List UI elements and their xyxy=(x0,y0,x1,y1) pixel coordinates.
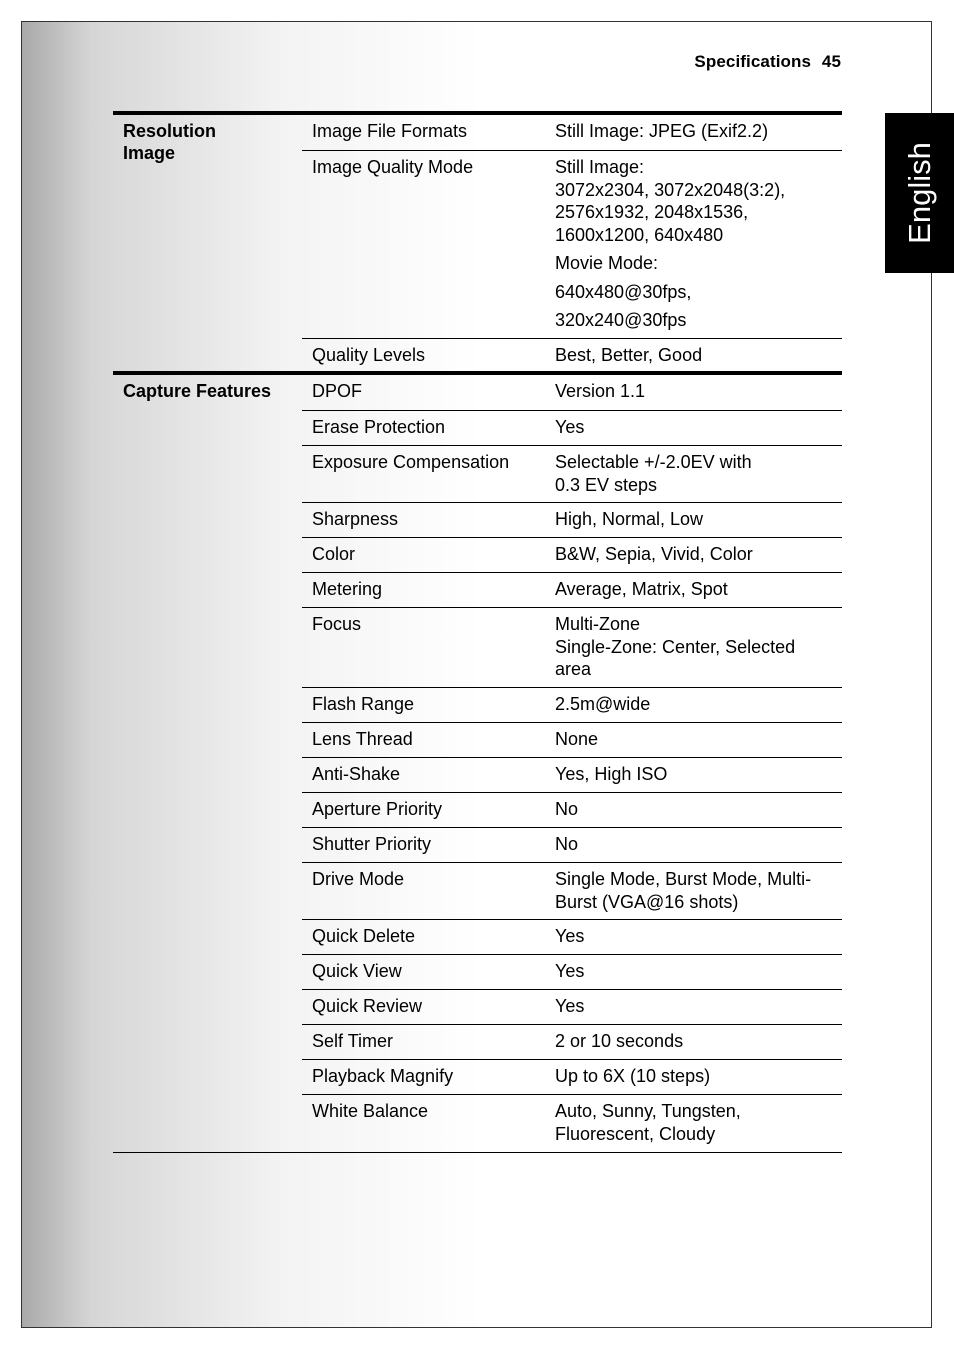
spec-value-line: Fluorescent, Cloudy xyxy=(555,1123,716,1144)
spec-row xyxy=(302,989,842,1024)
spec-value xyxy=(545,411,842,445)
spec-value-line: 2576x1932, 2048x1536, xyxy=(555,202,749,222)
spec-value-line: area xyxy=(555,659,592,679)
spec-row xyxy=(302,722,842,757)
spec-value xyxy=(545,688,842,722)
spec-row xyxy=(302,687,842,722)
spec-value-line: Selectable +/-2.0EV with xyxy=(555,452,752,472)
header-title: Specifications xyxy=(694,52,812,71)
spec-value-line: Best, Better, Good xyxy=(555,345,703,365)
spec-value-line: 640x480@30fps, xyxy=(555,281,692,302)
spec-value xyxy=(545,608,842,687)
spec-row xyxy=(302,757,842,792)
spec-row xyxy=(302,115,842,150)
spec-row xyxy=(302,410,842,445)
spec-label: Metering xyxy=(312,579,383,599)
spec-value xyxy=(545,758,842,792)
spec-row xyxy=(302,572,842,607)
spec-row xyxy=(302,150,842,338)
spec-value-line: Yes xyxy=(555,996,585,1016)
spec-value-line: 0.3 EV steps xyxy=(555,474,658,495)
spec-row xyxy=(302,502,842,537)
spec-label: Anti-Shake xyxy=(312,764,401,784)
spec-label: Erase Protection xyxy=(312,417,446,437)
spec-row xyxy=(302,338,842,371)
spec-value xyxy=(545,446,842,502)
spec-row xyxy=(302,919,842,954)
page-header xyxy=(694,52,841,72)
spec-value-line: Movie Mode: xyxy=(555,253,659,273)
spec-table xyxy=(113,111,842,1153)
spec-value-line: 2 or 10 seconds xyxy=(555,1031,684,1051)
spec-rows xyxy=(302,375,842,1152)
spec-value xyxy=(545,375,842,410)
spec-value xyxy=(545,828,842,862)
spec-row xyxy=(302,862,842,919)
spec-value xyxy=(545,723,842,757)
spec-value-line: Version 1.1 xyxy=(555,381,646,401)
spec-value xyxy=(545,793,842,827)
section-title-line: Capture Features xyxy=(123,381,272,401)
spec-label: Quality Levels xyxy=(312,345,426,365)
spec-value-line: Up to 6X (10 steps) xyxy=(555,1066,711,1086)
spec-value-line: Auto, Sunny, Tungsten, xyxy=(555,1101,741,1121)
spec-label: Drive Mode xyxy=(312,869,405,889)
language-tab-label: English xyxy=(901,142,937,244)
spec-value-line: Still Image: JPEG (Exif2.2) xyxy=(555,121,769,141)
spec-value-line: 3072x2304, 3072x2048(3:2), xyxy=(555,179,786,200)
spec-label: Image Quality Mode xyxy=(312,157,474,177)
spec-value xyxy=(545,955,842,989)
spec-value xyxy=(545,573,842,607)
spec-label: Quick Review xyxy=(312,996,423,1016)
spec-label: Shutter Priority xyxy=(312,834,432,854)
spec-label: White Balance xyxy=(312,1101,429,1121)
spec-value-line: Average, Matrix, Spot xyxy=(555,579,728,599)
spec-value xyxy=(545,151,842,338)
spec-value xyxy=(545,115,842,150)
language-tab xyxy=(885,113,954,273)
spec-value-line: 320x240@30fps xyxy=(555,310,687,330)
spec-label: Aperture Priority xyxy=(312,799,443,819)
spec-label: Quick View xyxy=(312,961,402,981)
spec-label: Focus xyxy=(312,614,362,634)
spec-row xyxy=(302,954,842,989)
spec-rows xyxy=(302,115,842,371)
spec-value-line: Yes xyxy=(555,926,585,946)
spec-value xyxy=(545,920,842,954)
spec-value xyxy=(545,503,842,537)
spec-row xyxy=(302,445,842,502)
spec-value-line: Single Mode, Burst Mode, Multi- xyxy=(555,869,812,889)
spec-value-line: Burst (VGA@16 shots) xyxy=(555,891,739,912)
page-number: 45 xyxy=(821,52,841,71)
spec-row xyxy=(302,1059,842,1094)
spec-value-line: Still Image: xyxy=(555,157,645,177)
spec-value xyxy=(545,863,842,919)
section-title xyxy=(113,375,302,1152)
spec-value-line: No xyxy=(555,834,579,854)
spec-value xyxy=(545,990,842,1024)
spec-label: Image File Formats xyxy=(312,121,468,141)
spec-value-line: Single-Zone: Center, Selected xyxy=(555,636,796,657)
spec-row xyxy=(302,1024,842,1059)
spec-label: Exposure Compensation xyxy=(312,452,510,472)
spec-value-line: 2.5m@wide xyxy=(555,694,651,714)
spec-value-line: Yes xyxy=(555,961,585,981)
spec-value-line: High, Normal, Low xyxy=(555,509,704,529)
spec-value-line: Multi-Zone xyxy=(555,614,641,634)
spec-row xyxy=(302,607,842,687)
spec-value-line: No xyxy=(555,799,579,819)
spec-label: DPOF xyxy=(312,381,363,401)
spec-label: Sharpness xyxy=(312,509,399,529)
section-title-line: Image xyxy=(123,143,176,163)
spec-value-line: Yes xyxy=(555,417,585,437)
spec-value xyxy=(545,1025,842,1059)
spec-label: Quick Delete xyxy=(312,926,416,946)
spec-value-line: None xyxy=(555,729,599,749)
section-title xyxy=(113,115,302,371)
spec-value xyxy=(545,1095,842,1152)
spec-value-line: 1600x1200, 640x480 xyxy=(555,224,724,245)
section-title-line: Resolution xyxy=(123,121,216,141)
spec-row xyxy=(302,1094,842,1152)
spec-value-line: Yes, High ISO xyxy=(555,764,668,784)
spec-value xyxy=(545,339,842,371)
spec-label: Flash Range xyxy=(312,694,415,714)
spec-row xyxy=(302,537,842,572)
spec-label: Color xyxy=(312,544,356,564)
spec-row xyxy=(302,375,842,410)
spec-row xyxy=(302,827,842,862)
spec-value-line: B&W, Sepia, Vivid, Color xyxy=(555,544,753,564)
spec-value xyxy=(545,1060,842,1094)
spec-section xyxy=(113,111,842,371)
spec-label: Playback Magnify xyxy=(312,1066,454,1086)
spec-label: Lens Thread xyxy=(312,729,413,749)
spec-value xyxy=(545,538,842,572)
spec-section xyxy=(113,371,842,1153)
spec-label: Self Timer xyxy=(312,1031,394,1051)
spec-row xyxy=(302,792,842,827)
